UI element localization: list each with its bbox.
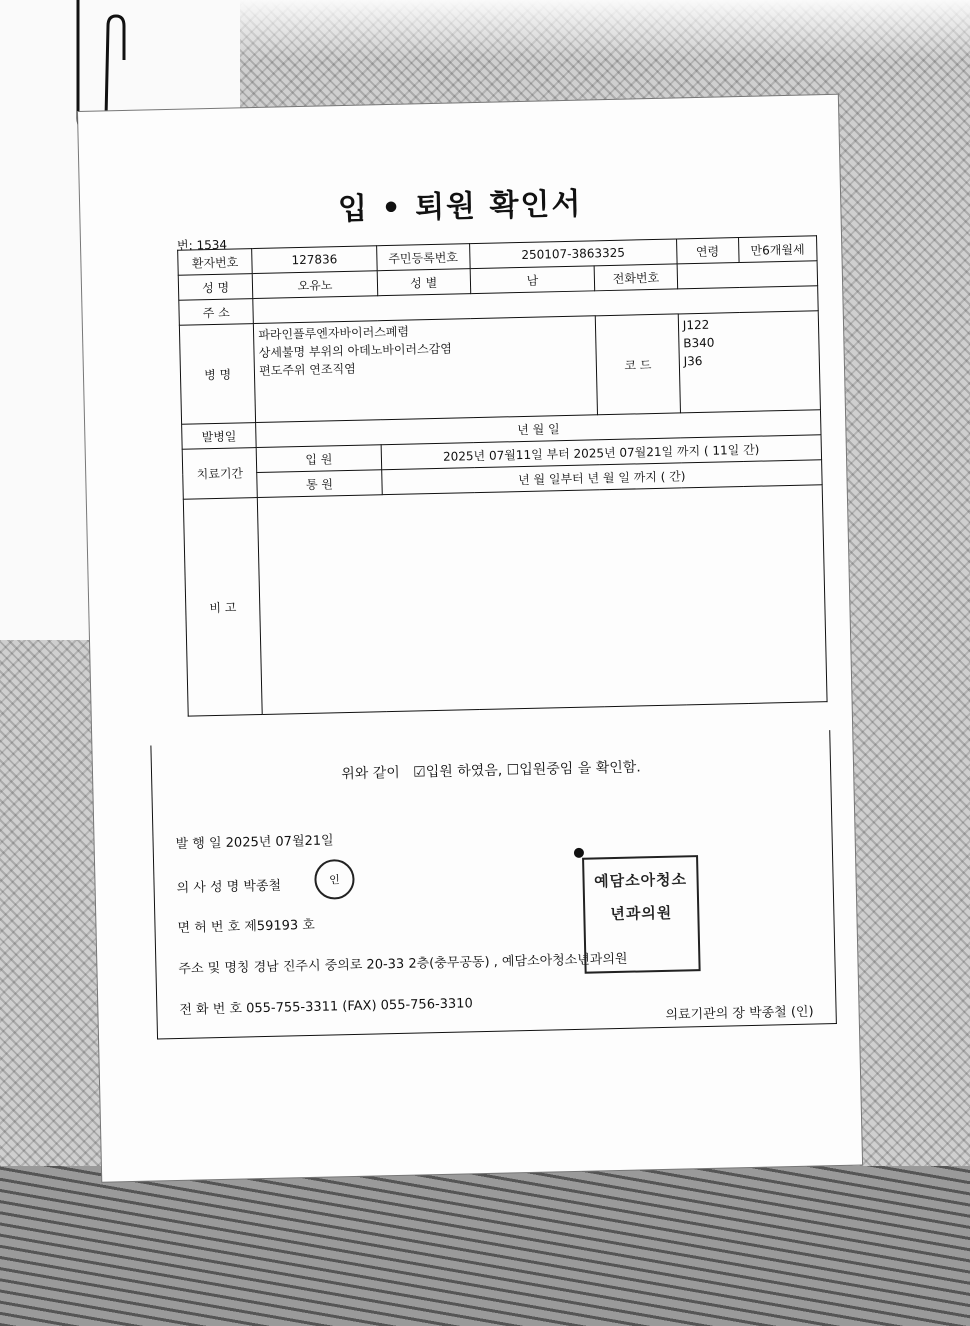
- confirm-prefix: 위와 같이: [341, 764, 401, 783]
- name-value: 오유노: [252, 271, 377, 299]
- inpatient-period: 2025년 07월11일 부터 2025년 07월21일 까지 ( 11일 간): [381, 435, 822, 470]
- unchecked-box-icon: ☐: [506, 762, 520, 779]
- patient-no-value: 127836: [252, 246, 377, 274]
- diagnosis-list: [254, 316, 598, 423]
- code-item: J122: [682, 317, 710, 333]
- document-title: 입 • 퇴원 확인서: [337, 186, 583, 228]
- confirmation-section: [150, 730, 836, 1039]
- code-list: [678, 311, 820, 413]
- resident-no-label: 주민등록번호: [376, 244, 470, 271]
- patient-info-table: [177, 235, 827, 716]
- diagnosis-item: 편도주위 연조직염: [259, 361, 356, 378]
- diagnosis-label: 병 명: [179, 324, 255, 425]
- onset-label: 발병일: [182, 423, 257, 450]
- clinic-phone: 전 화 번 호 055-755-3311 (FAX) 055-756-3310: [179, 996, 473, 1018]
- phone-label: 전화번호: [594, 264, 677, 291]
- age-label: 연령: [676, 238, 738, 264]
- address-label: 주 소: [179, 299, 254, 326]
- clinic-address: 주소 및 명칭 경남 진주시 중의로 20-33 2층(충무공동) , 예담소아청소년과의원: [178, 951, 628, 977]
- serial-number: 번: 1534: [176, 237, 228, 253]
- sex-value: 남: [470, 266, 595, 294]
- code-item: B340: [683, 335, 715, 351]
- patient-no-label: 환자번호: [178, 249, 253, 276]
- sex-label: 성 별: [377, 269, 471, 296]
- onset-value: 년 월 일: [256, 410, 821, 448]
- phone-value: [677, 261, 818, 289]
- stamp-text: 예담소아청소년과의원: [593, 870, 688, 924]
- diagnosis-item: 파라인플루엔자바이러스폐렴: [258, 324, 410, 342]
- license-number: 면 허 번 호 제59193 호: [177, 917, 316, 936]
- treatment-period-label: 치료기간: [182, 448, 257, 500]
- name-label: 성 명: [178, 274, 253, 301]
- doctor-name: 의 사 성 명 박종철: [176, 878, 282, 896]
- outpatient-label: 통 원: [257, 470, 382, 498]
- confirm-option-inpatient: 입원 하였음,: [425, 762, 503, 781]
- confirm-option-hospitalized: 입원중임 을 확인함.: [519, 759, 641, 779]
- clinic-head-signature: 의료기관의 장 박종철 (인): [665, 1004, 814, 1023]
- table-row: [179, 311, 820, 424]
- age-value: 만6개월세: [738, 236, 817, 263]
- code-item: J36: [683, 353, 703, 369]
- inpatient-label: 입 원: [256, 445, 381, 473]
- background-top: [0, 0, 970, 60]
- outpatient-period: 년 월 일부터 년 월 일 까지 ( 간): [381, 460, 822, 495]
- stamp-mark: [574, 848, 584, 858]
- checked-box-icon: ☑: [413, 764, 426, 781]
- confirmation-statement: [152, 752, 830, 787]
- table-row: [183, 485, 827, 716]
- remarks-value: [258, 485, 828, 715]
- certificate-paper: [78, 95, 862, 1182]
- issue-date: 발 행 일 2025년 07월21일: [175, 833, 334, 852]
- doctor-seal: 인: [314, 859, 355, 900]
- background-desk: [0, 1166, 970, 1326]
- diagnosis-item: 상세불명 부위의 아데노바이러스감염: [258, 341, 452, 360]
- code-label: 코 드: [595, 314, 680, 415]
- remarks-label: 비 고: [183, 498, 262, 717]
- resident-no-value: 250107-3863325: [469, 239, 677, 269]
- clinic-stamp: [582, 855, 701, 974]
